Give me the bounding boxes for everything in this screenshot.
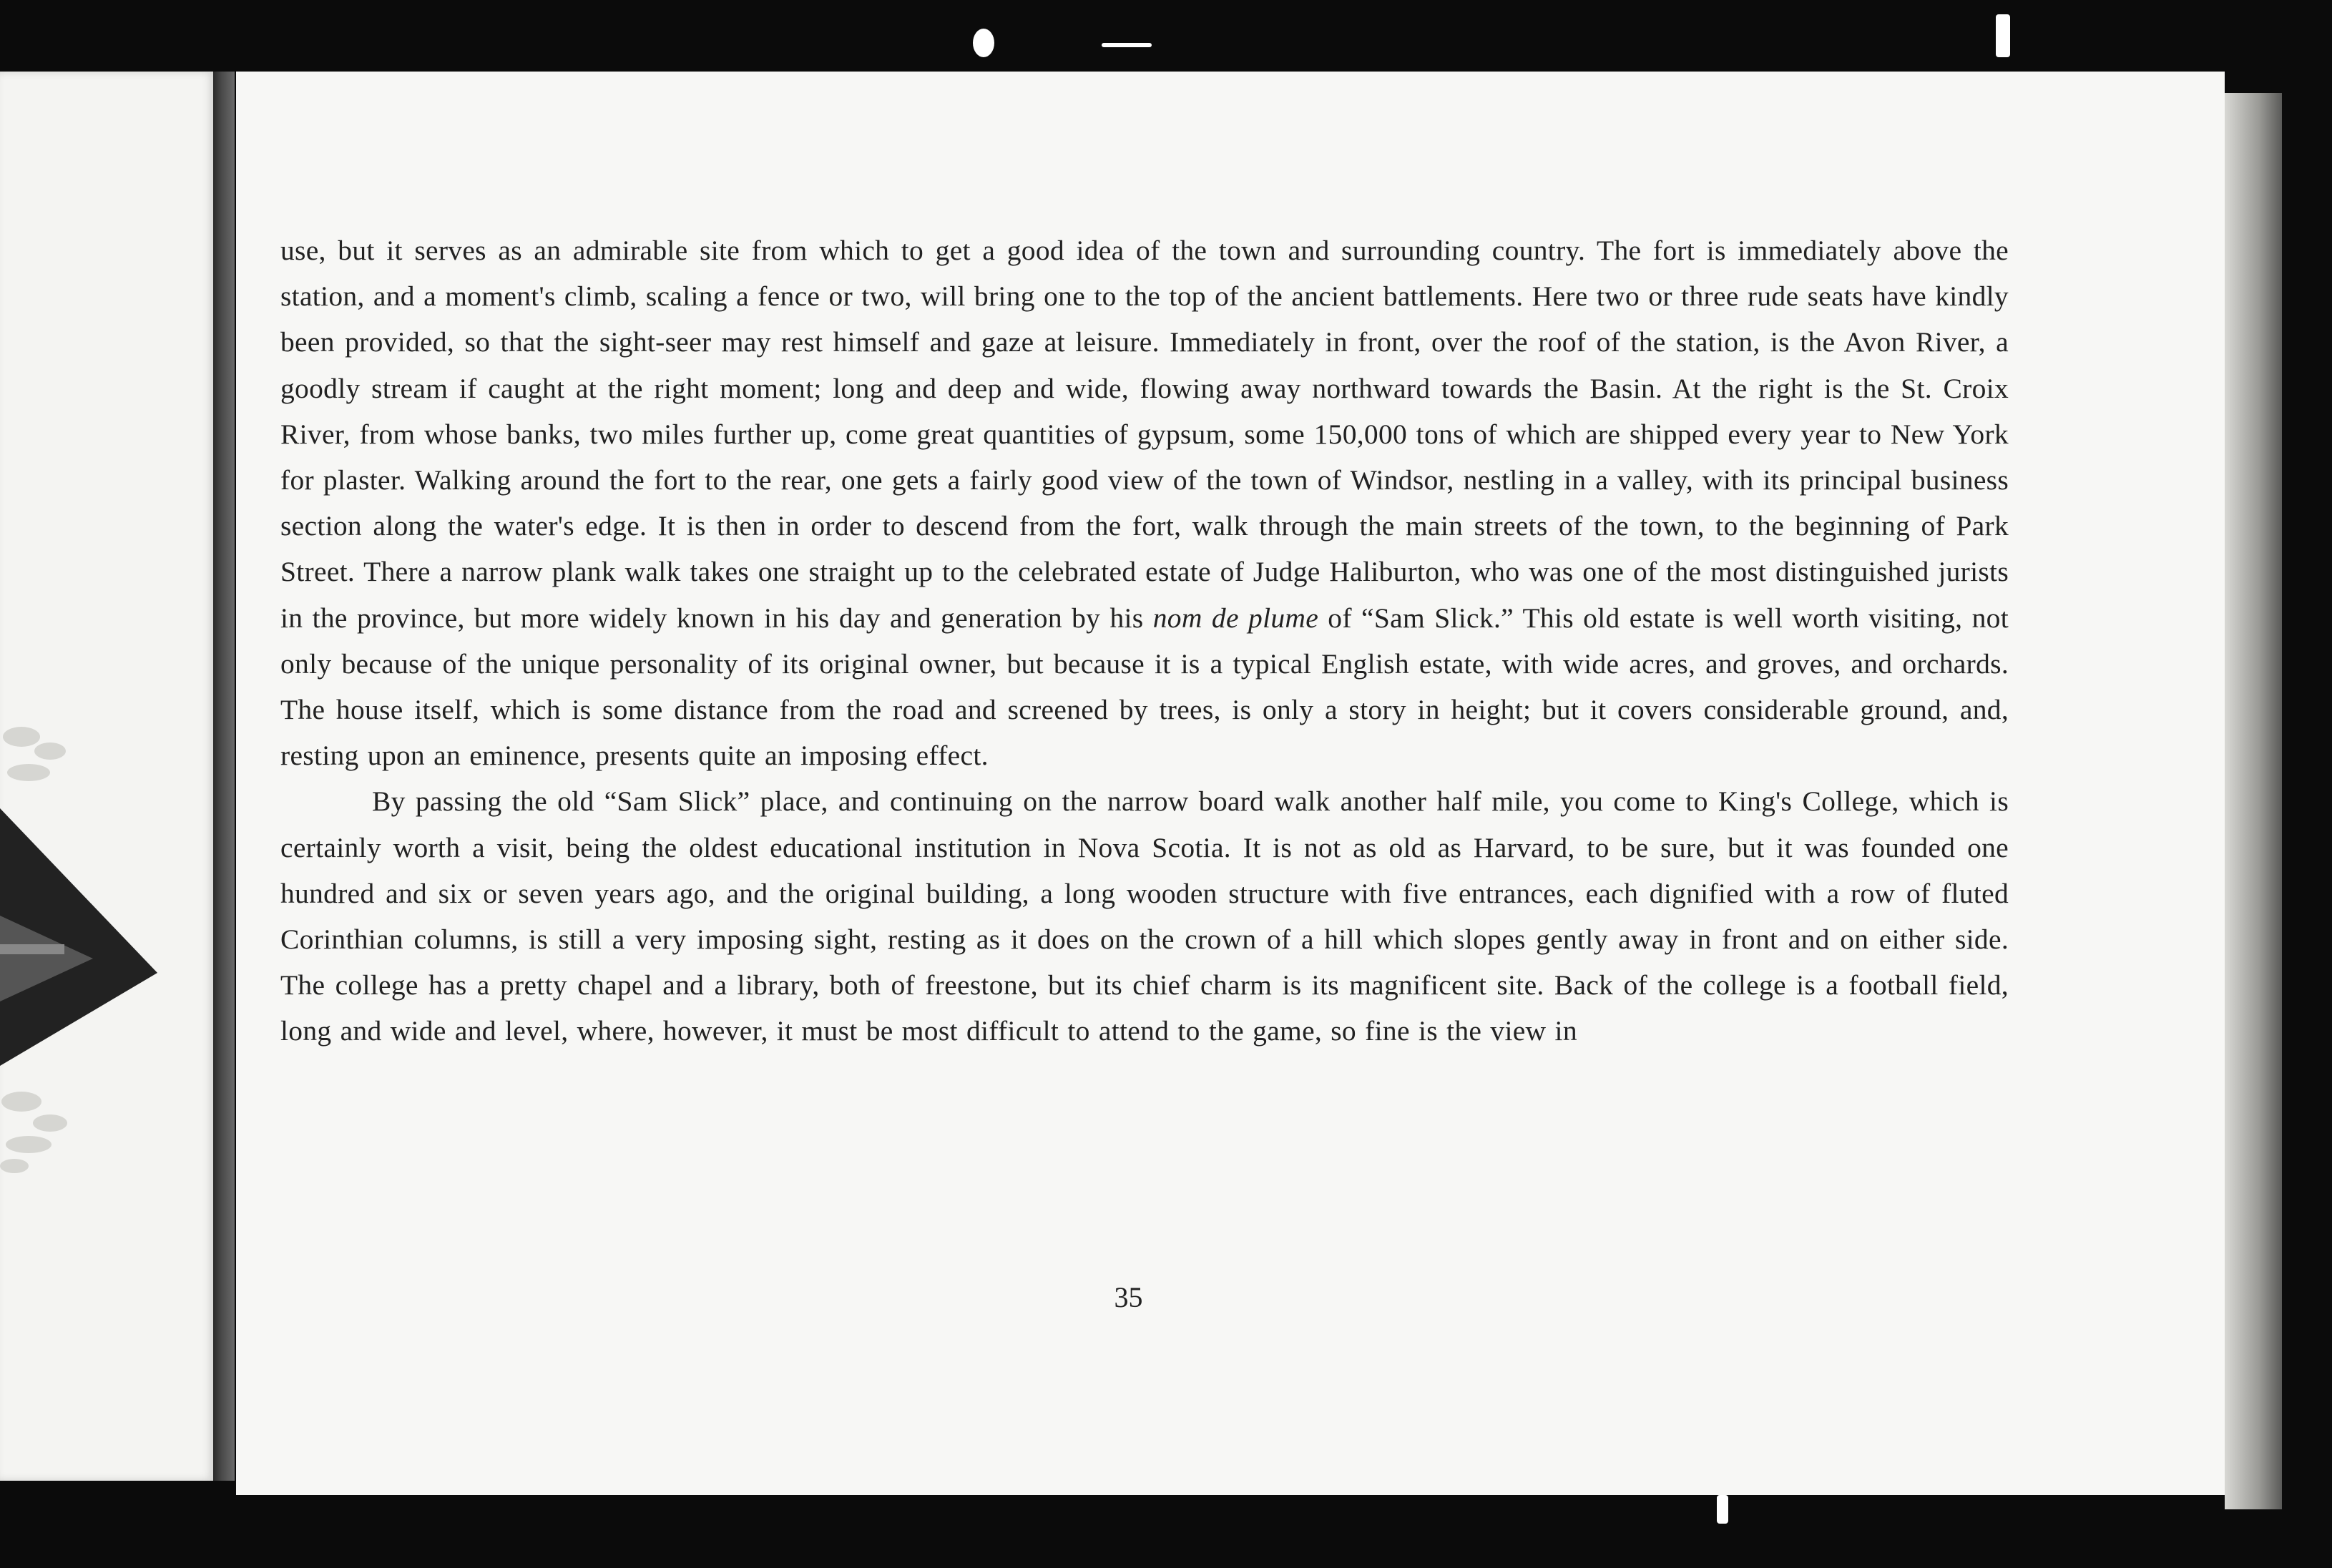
paragraph-1-continuation: of “Sam Slick.” This old estate is well worth visiting, not only because of the unique personality of its original owner, but because it is a typical English estate, with wide acres, and groves, and orchards. The house itself, which is some distance from the road and screened by trees, is only a story in height; but it covers considerable ground, and, resting upon an eminence, presents quite an imposing effect. bbox=[280, 602, 2009, 772]
page-number-area bbox=[236, 0, 2021, 1568]
left-facing-page bbox=[0, 72, 215, 1481]
page-edge bbox=[2225, 93, 2282, 1509]
book-gutter bbox=[213, 72, 235, 1481]
ornament-illustration bbox=[0, 701, 172, 1202]
italic-phrase: nom de plume bbox=[1152, 602, 1319, 634]
paragraph-2: By passing the old “Sam Slick” place, and continuing on the narrow board walk another half mile, you come to King's College, which is certainly worth a visit, being the oldest educational institution in Nova Scotia. It is not as old as Harvard, to be sure, but it was founded one hundred and six or seven years ago, and the original building, a long wooden structure with five entrances, each dignified with a row of fluted Corinthian columns, is still a very imposing sight, resting as it does on the crown of a hill which slopes gently away in front and on either side. The college has a pretty chapel and a library, both of freestone, but its chief charm is its magnificent site. Back of the college is a football field, long and wide and level, where, however, it must be most difficult to attend to the game, so fine is the view in bbox=[280, 785, 2009, 1047]
page-number: 35 bbox=[1114, 1281, 1143, 1313]
paragraph-1-text: use, but it serves as an admirable site from which to get a good idea of the town and surrounding country. The fort is immediately above the station, and a moment's climb, scaling a fence or two, will bring one to the top of the ancient battlements. Here two or three rude seats have kindly been provided, so that the sight-seer may rest himself and gaze at leisure. Immediately in front, over the roof of the station, is the Avon River, a goodly stream if caught at the right moment; long and deep and wide, flowing away northward towards the Basin. At the right is the St. Croix River, from whose banks, two miles further up, come great quantities of gypsum, some 150,000 tons of which are shipped every year to New York for plaster. Walking around the fort to the rear, one gets a fairly good view of the town of Windsor, nestling in a valley, with its principal business section along the water's edge. It is then in order to descend from the fort, walk through the main streets of the town, to the beginning of Park Street. There a narrow plank walk takes one straight up to the celebrated estate of Judge Haliburton, who was one of the most distinguished jurists in the province, but more widely known in his day and generation by his bbox=[280, 235, 2009, 634]
